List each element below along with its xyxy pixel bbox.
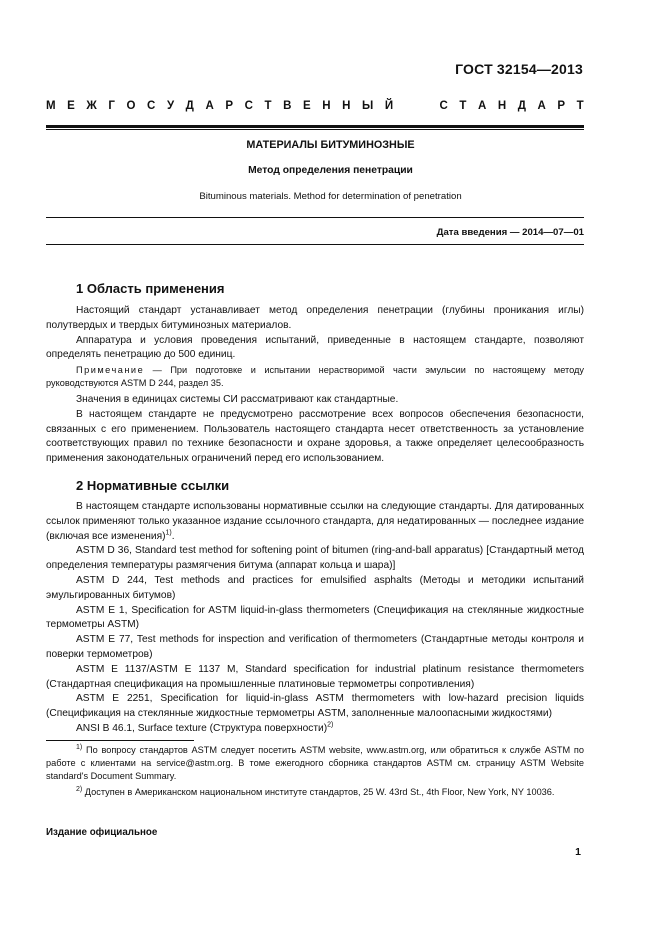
footnotes (46, 744, 584, 802)
letter: Г (108, 100, 115, 112)
note-text: — При подготовке и испытании нерастворимой части эмульсии по настоящему методу руководствуются ASTM D 244, раздел 35. (46, 365, 584, 388)
letter: Е (67, 100, 75, 112)
letter: Д (185, 100, 194, 112)
section-1-note (46, 364, 584, 390)
reference-item: ASTM E 1137/ASTM E 1137 M, Standard specification for industrial platinum resistance thermometers (Стандартная спецификация на промышленные платиновые термометры сопротивления) (46, 663, 584, 690)
footnote-text: По вопросу стандартов ASTM следует посетить ASTM website, www.astm.org, или обратиться к службе ASTM по работе с клиентами на service@astm.org. В томе ежегодного сборника стандартов ASTM см. страницу ASTM Website standard's Document Summary. (46, 745, 584, 781)
reference-item: ASTM E 77, Test methods for inspection and verification of thermometers (Стандартные методы контроля и поверки термометров) (46, 634, 584, 660)
footnote (46, 786, 584, 799)
document-title-english: Bituminous materials. Method for determination of penetration (199, 191, 462, 202)
letter: Н (497, 100, 507, 112)
letter: Е (302, 100, 311, 112)
paragraph: Аппаратура и условия проведения испытаний, приведенные в настоящем стандарте, позволяют определять пенетрацию до 500 единиц. (46, 334, 584, 361)
letter: Й (384, 100, 394, 112)
letter: А (205, 100, 214, 112)
paragraph: Настоящий стандарт устанавливает метод определения пенетрации (глубины проникания иглы) полутвердых и твердых битуминозных материалов. (46, 305, 584, 331)
letter: А (477, 100, 487, 112)
paragraph: В настоящем стандарте не предусмотрено рассмотрение всех вопросов обеспечения безопасности, связанных с его применением. Пользователь настоящего стандарта несет ответственность за установление соответствующих правил по технике безопасности и охране здоровья, а также определяет целесообразность применения законодательных ограничений перед его использованием. (46, 408, 584, 465)
letter: Н (322, 100, 331, 112)
footnote-mark: 2) (76, 785, 83, 793)
letter: В (283, 100, 292, 112)
reference-text: ANSI B 46.1, Surface texture (Структура поверхности) (76, 722, 328, 734)
paragraph-end: . (171, 530, 175, 542)
title-rule (46, 217, 584, 218)
gost-number: ГОСТ 32154—2013 (455, 61, 583, 77)
letter: М (46, 100, 56, 112)
section-2-heading: 2 Нормативные ссылки (76, 478, 230, 493)
section-1-heading: 1 Область применения (76, 281, 225, 296)
letter: Н (342, 100, 351, 112)
footnote-mark: 1) (76, 743, 83, 751)
paragraph-text: В настоящем стандарте использованы нормативные ссылки на следующие стандарты. Для датированных ссылок применяют только указанное издание ссылочного стандарта, для недатированных — последнее издание (включая все изменения) (46, 501, 584, 542)
introduction-date: Дата введения — 2014—07—01 (436, 227, 584, 238)
letter: С (244, 100, 253, 112)
letter: У (166, 100, 175, 112)
official-edition-label: Издание официальное (46, 827, 158, 838)
letter: Р (557, 100, 566, 112)
header-rule-thin (46, 129, 584, 130)
letter: Т (264, 100, 272, 112)
document-title: МАТЕРИАЛЫ БИТУМИНОЗНЫЕ (246, 139, 415, 151)
reference-item: ASTM D 36, Standard test method for softening point of bitumen (ring-and-ball apparatus) [Стандартный метод определения температуры размягчения битума (аппарат кольца и шара)] (46, 545, 584, 572)
letter: С (147, 100, 156, 112)
letter: Р (225, 100, 234, 112)
letter: С (439, 100, 448, 112)
reference-item: ASTM E 1, Specification for ASTM liquid-in-glass thermometers (Спецификация на стеклянные жидкостные термометры ASTM) (46, 604, 584, 631)
footnote (46, 744, 584, 783)
reference-item (46, 722, 584, 737)
page-number: 1 (575, 846, 581, 858)
letter: А (537, 100, 546, 112)
paragraph: Значения в единицах системы СИ рассматривают как стандартные. (76, 394, 399, 405)
section-1-body-2 (46, 393, 584, 467)
date-rule (46, 244, 584, 245)
note-label: Примечание (76, 365, 145, 375)
letter: Т (576, 100, 584, 112)
footnote-text: Доступен в Американском национальном институте стандартов, 25 W. 43rd St., 4th Floor, New York, NY 10036. (82, 787, 555, 797)
reference-item: ASTM D 244, Test methods and practices for emulsified asphalts (Методы и методики испытаний эмульгированных битумов) (46, 574, 584, 601)
reference-item: ASTM E 2251, Specification for liquid-in-glass ASTM thermometers with low-hazard precision liquids (Спецификация на стеклянные жидкостные термометры ASTM, заполненные малоопасными жидкостями) (46, 693, 584, 720)
header-rule-thick (46, 125, 584, 128)
letter: Т (459, 100, 467, 112)
section-1-body (46, 304, 584, 363)
footnote-ref: 1) (165, 529, 172, 537)
letter: Д (517, 100, 526, 112)
paragraph (46, 500, 584, 544)
footnote-rule (46, 740, 194, 741)
document-subtitle: Метод определения пенетрации (248, 165, 413, 176)
letter: Ж (86, 100, 97, 112)
letter: Ы (362, 100, 374, 112)
interstate-standard-heading (46, 100, 584, 112)
footnote-ref: 2) (327, 721, 334, 729)
letter: О (126, 100, 136, 112)
section-2-body (46, 500, 584, 737)
